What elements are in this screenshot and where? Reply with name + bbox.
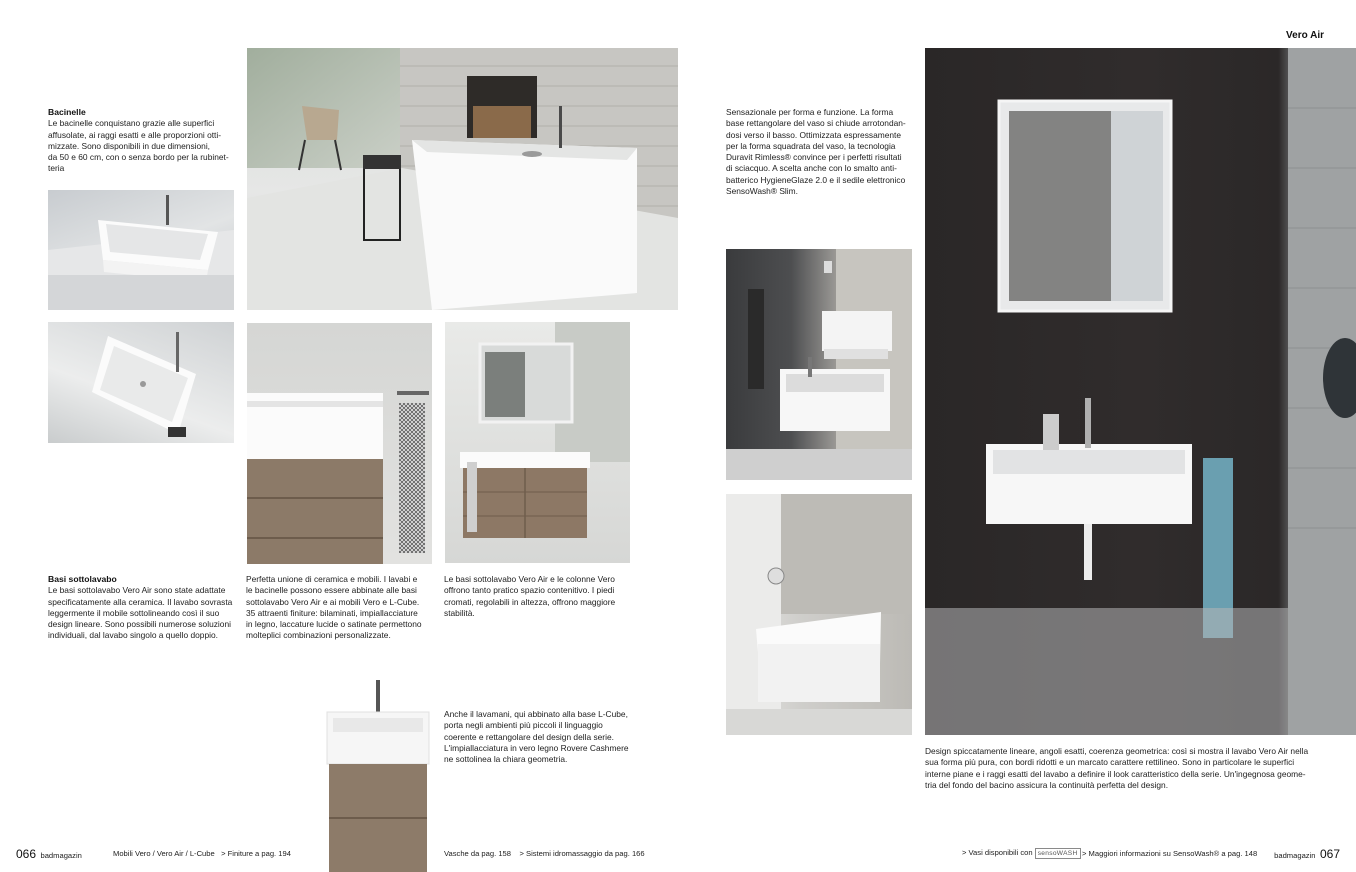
page-number-right: 067 <box>1319 847 1340 861</box>
footer-more-info[interactable]: > Maggiori informazioni su SensoWash® a pag. 148 <box>1082 849 1258 858</box>
finishes-link[interactable]: > Finiture a pag. 194 <box>221 849 291 858</box>
footer-link-tubs[interactable] <box>444 849 645 858</box>
caption-vaso: Sensazionale per forma e funzione. La forma base rettangolare del vaso si chiude arrotondan- dosi verso il basso. Ottimizzata espressamente per la forma squadrata del vaso, la tecnologia Duravit Rimless® convince per i perfetti risultati di sciacquo. A scelta anche con lo smalto anti- batterico HygieneGlaze 2.0 e il sedile elettronico SensoWash® Slim. <box>726 107 906 197</box>
tubs-link[interactable]: Vasche da pag. 158 <box>444 849 511 858</box>
footer-vasi[interactable] <box>962 848 1081 859</box>
basi-block <box>48 574 238 642</box>
wc-sensowash-photo <box>726 494 912 735</box>
right-footer-page <box>1274 845 1340 863</box>
bacinelle-block <box>48 107 238 175</box>
magazine-name-right: badmagazin <box>1274 851 1316 860</box>
wc-bidet-photo <box>726 249 912 480</box>
caption-lavabo: Design spiccatamente lineare, angoli esatti, coerenza geometrica: così si mostra il lavabo Vero Air nella sua forma più pura, con bordi ridotti e un marcato carattere rettilineo. Sono in particolare le superfici interne piane e i raggi esatti del lavabo a definire il look caratteristico della serie. Un'ingegnosa geome- tria del fondo del bacino assicura la continuità perfetta del design. <box>925 746 1309 790</box>
lavamani-photo <box>325 680 431 872</box>
cabinet-photo-2 <box>445 322 630 563</box>
magazine-name-left: badmagazin <box>40 851 82 860</box>
sensowash-badge: sensoWASH <box>1035 848 1081 859</box>
caption-colonne: Le basi sottolavabo Vero Air e le colonne Vero offrono tanto pratico spazio contenitivo. I piedi cromati, regolabili in altezza, offrono maggiore stabilità. <box>444 574 616 618</box>
bacinella-photo-2 <box>48 322 234 443</box>
series-title: Vero Air <box>1286 30 1324 41</box>
bacinelle-heading: Bacinelle <box>48 107 86 117</box>
whirlpool-link[interactable]: > Sistemi idromassaggio da pag. 166 <box>519 849 645 858</box>
basi-heading: Basi sottolavabo <box>48 574 117 584</box>
caption-mobili: Perfetta unione di ceramica e mobili. I lavabi e le bacinelle possono essere abbinate alle basi sottolavabo Vero Air e ai mobili Vero e L-Cube. 35 attraenti finiture: bilaminati, impiallacciature in legno, laccature lucide o satinate permettono molteplici combinazioni personalizzate. <box>246 574 422 641</box>
page-number-left: 066 <box>16 847 37 861</box>
basi-text: Le basi sottolavabo Vero Air sono state adattate specificatamente alla ceramica. Il lavabo sovrasta leggermente il mobile sottolineando così il suo design lineare. Sono possibili numerose soluzioni individuali, dal lavabo singolo a quello doppio. <box>48 585 233 641</box>
bathtub-photo <box>247 48 678 310</box>
bacinella-photo-1 <box>48 190 234 310</box>
caption-lavamani: Anche il lavamani, qui abbinato alla base L-Cube, porta negli ambienti più piccoli il linguaggio coerente e rettangolare del design della serie. L'impiallacciatura in vero legno Rovere Cashmere ne sottolinea la chiara geometria. <box>444 709 629 765</box>
furniture-link[interactable]: Mobili Vero / Vero Air / L-Cube <box>113 849 215 858</box>
bacinelle-text: Le bacinelle conquistano grazie alle superfici affusolate, ai raggi esatti e alle proporzioni otti- mizzate. Sono disponibili in due dimensioni, da 50 e 60 cm, con o senza bordo per la rubinet- teria <box>48 118 229 174</box>
left-footer-page <box>16 845 82 863</box>
footer-link-furniture[interactable] <box>113 849 291 858</box>
cabinet-photo-1 <box>247 323 432 564</box>
vero-air-washbasin-photo <box>925 48 1356 735</box>
vasi-link[interactable]: > Vasi disponibili con <box>962 848 1033 857</box>
